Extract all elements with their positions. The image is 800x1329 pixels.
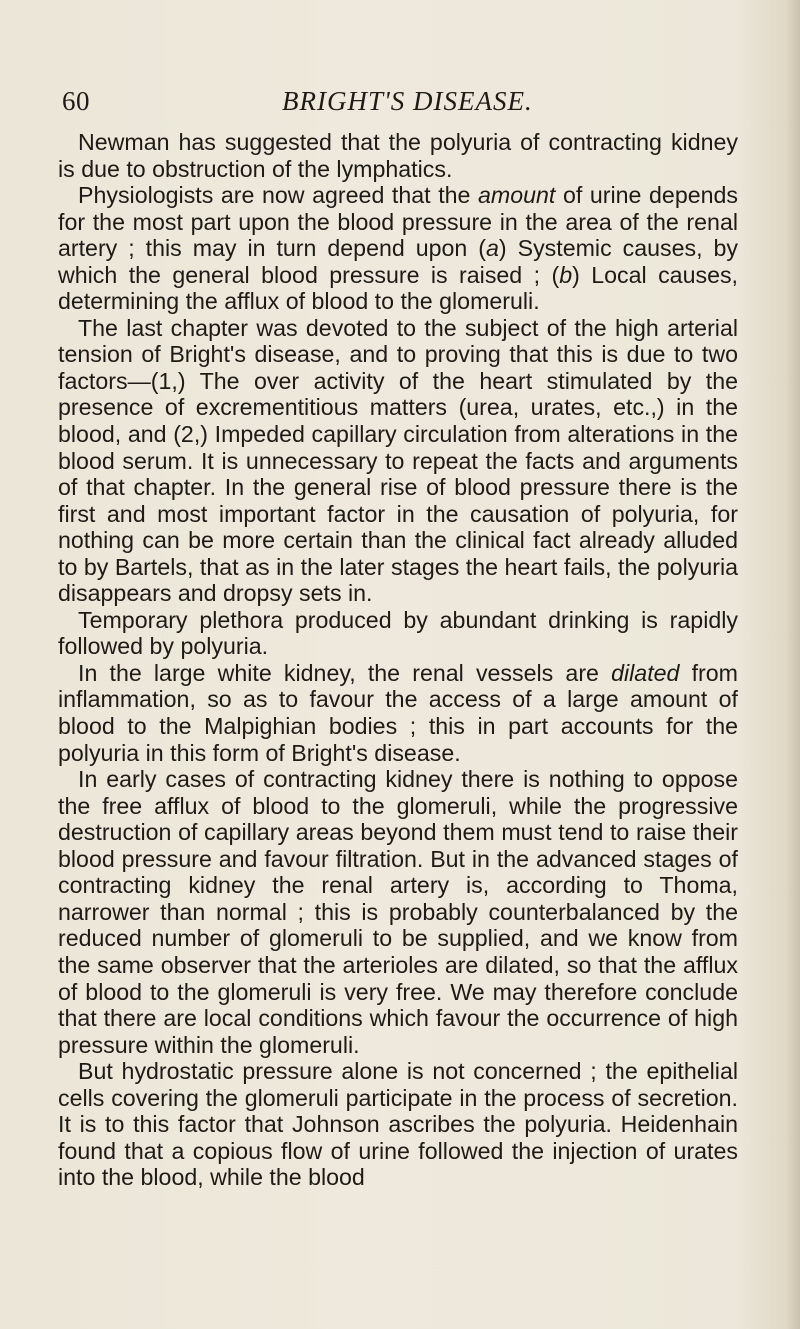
paragraph: In early cases of contracting kidney there is nothing to oppose the free afflux of blood to the glomeruli, while the progressive destruction of capillary areas beyond them must tend to raise their blood pressure and favour filtration. But in the advanced stages of contracting kidney the renal artery is, according to Thoma, narrower than normal ; this is probably counterbalanced by the reduced number of glomeruli to be supplied, and we know from the same observer that the arterioles are dilated, so that the afflux of blood to the glomeruli is very free. We may therefore conclude that there are local conditions which favour the occurrence of high pressure within the glomeruli.	[58, 766, 738, 1058]
paragraph: But hydrostatic pressure alone is not concerned ; the epithelial cells covering the glomeruli participate in the process of secretion. It is to this factor that Johnson ascribes the polyuria. Heidenhain found that a copious flow of urine followed the injection of urates into the blood, while the blood	[58, 1058, 738, 1191]
paragraph: Temporary plethora produced by abundant drinking is rapidly followed by polyuria.	[58, 606, 738, 660]
paragraph: Newman has suggested that the polyuria of contracting kidney is due to obstruction of the lymphatics.	[58, 129, 738, 182]
page-header	[62, 86, 722, 120]
paragraph: The last chapter was devoted to the subject of the high arterial tension of Bright's disease, and to proving that this is due to two factors—(1,) The over activity of the heart stimulated by the presence of excrementitious matters (urea, urates, etc.,) in the blood, and (2,) Impeded capillary circulation from alterations in the blood serum. It is unnecessary to repeat the facts and arguments of that chapter. In the general rise of blood pressure there is the first and most important factor in the causation of polyuria, for nothing can be more certain than the clinical fact already alluded to by Bartels, that as in the later stages the heart fails, the polyuria disappears and dropsy sets in.	[58, 314, 738, 607]
text-run: In the large white kidney, the renal vessels are	[78, 659, 612, 686]
text-run: Physiologists are now agreed that the	[78, 182, 479, 209]
text-run: ) Systemic causes, by which the general blood pressure is raised ; (	[58, 235, 738, 288]
emphasis-dilated: dilated	[611, 659, 680, 686]
page-edge-shadow	[786, 0, 800, 1329]
text-run: of urine depends for the most part upon the blood pressure in the area of the renal artery ; this may in turn depend upon (	[58, 182, 738, 262]
text-run: from inflammation, so as to favour the access of a large amount of blood to the Malpighian bodies ; this in part accounts for the polyuria in this form of Bright's disease.	[58, 659, 738, 766]
emphasis-a: a	[486, 235, 499, 262]
body-text	[58, 129, 738, 1191]
paragraph	[58, 660, 738, 766]
emphasis-amount: amount	[478, 182, 556, 209]
emphasis-b: b	[559, 261, 573, 288]
running-title: BRIGHT'S DISEASE.	[282, 86, 533, 116]
paragraph	[58, 182, 738, 315]
page-number: 60	[62, 86, 90, 116]
text-run: ) Local causes, determining the afflux of blood to the glomeruli.	[58, 261, 739, 315]
